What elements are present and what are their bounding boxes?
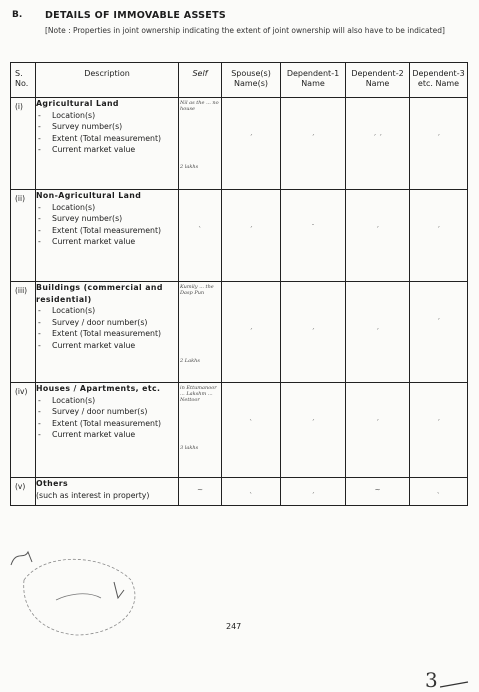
handwritten-value: 3 lakhs: [180, 445, 199, 451]
list-item: - Survey / door number(s): [36, 317, 178, 329]
header-sno: S. No.: [11, 63, 36, 98]
spouse-cell: [222, 383, 281, 478]
self-cell: [179, 383, 222, 478]
header-dependent-1: Dependent-1 Name: [281, 63, 346, 98]
list-item: - Location(s): [36, 202, 178, 214]
handwritten-value: 2 Lakhs: [180, 358, 200, 364]
spouse-cell: [222, 98, 281, 190]
table-row: [11, 98, 468, 190]
dependent-2-cell: [346, 383, 410, 478]
table-row: [11, 190, 468, 282]
spouse-cell: [222, 282, 281, 383]
dependent-2-cell: [346, 98, 410, 190]
row-description: [36, 98, 179, 190]
row-subtitle: (such as interest in property): [36, 490, 150, 500]
handwritten-note: in Ettumanoor ... Lakshm ... Nettoor: [180, 385, 217, 403]
dash-mark: ~: [374, 486, 381, 494]
list-item: - Current market value: [36, 340, 178, 352]
dependent-2-cell: [346, 478, 410, 506]
dash-mark: ˏ: [311, 128, 315, 136]
list-item: - Survey number(s): [36, 121, 178, 133]
handwritten-value: 2 lakhs: [180, 164, 199, 170]
list-item: - Current market value: [36, 236, 178, 248]
self-cell: [179, 98, 222, 190]
self-cell: [179, 190, 222, 282]
table-header-row: [11, 63, 468, 98]
spouse-cell: [222, 190, 281, 282]
dependent-2-cell: [346, 190, 410, 282]
dash-mark: ˎ: [249, 486, 253, 494]
dependent-3-cell: [410, 478, 468, 506]
dash-mark: ˏ: [375, 322, 380, 330]
row-sno: (ii): [15, 194, 26, 203]
row-sno: (iv): [15, 387, 28, 396]
list-item: - Survey number(s): [36, 213, 178, 225]
row-sno: (iii): [15, 286, 28, 295]
list-item: - Extent (Total measurement): [36, 133, 178, 145]
dependent-3-cell: [410, 282, 468, 383]
dependent-3-cell: [410, 190, 468, 282]
row-sno: (v): [15, 482, 26, 491]
dash-mark: ˏ: [311, 413, 315, 421]
self-cell: [179, 478, 222, 506]
dependent-1-cell: [281, 282, 346, 383]
row-title: Houses / Apartments, etc.: [36, 384, 161, 393]
row-title: Non-Agricultural Land: [36, 191, 142, 200]
row-description: [36, 383, 179, 478]
handwritten-note: Kumily ... the Dasp Pun: [180, 284, 214, 296]
dash-mark: ˏ: [436, 128, 441, 136]
signature-underline: [440, 680, 470, 690]
list-item: - Current market value: [36, 144, 178, 156]
dependent-3-cell: [410, 98, 468, 190]
dash-mark: ˗: [311, 220, 315, 228]
dependent-1-cell: [281, 98, 346, 190]
dash-mark: ˏ: [375, 220, 380, 228]
section-note: [Note : Properties in joint ownership indicating the extent of joint ownership will also have to be indicated]: [45, 26, 445, 35]
dash-mark: ˏ: [249, 128, 253, 136]
header-dependent-3: Dependent-3 etc. Name: [410, 63, 468, 98]
row-description: [36, 478, 179, 506]
list-item: - Extent (Total measurement): [36, 225, 178, 237]
dash-mark: ˎ: [198, 220, 202, 228]
dash-mark: ˏ: [311, 486, 315, 494]
dash-mark: ˏ ˏ: [372, 128, 383, 136]
dependent-1-cell: [281, 478, 346, 506]
immovable-assets-table: [10, 62, 468, 506]
dash-mark: ˏ: [249, 322, 253, 330]
section-title: DETAILS OF IMMOVABLE ASSETS: [45, 10, 227, 21]
dependent-3-cell: [410, 383, 468, 478]
dash-mark: ˏ: [436, 312, 441, 320]
dash-mark: ~: [197, 486, 203, 494]
list-item: - Extent (Total measurement): [36, 328, 178, 340]
faded-stamp: [6, 540, 146, 640]
row-title: Buildings (commercial and residential): [36, 283, 163, 304]
dependent-2-cell: [346, 282, 410, 383]
row-sno: (i): [15, 102, 23, 111]
header-spouse: Spouse(s) Name(s): [222, 63, 281, 98]
row-description: [36, 190, 179, 282]
page-number: 247: [226, 622, 242, 631]
row-title: Agricultural Land: [36, 99, 119, 108]
list-item: - Extent (Total measurement): [36, 418, 178, 430]
dependent-1-cell: [281, 190, 346, 282]
table-row: [11, 383, 468, 478]
handwritten-page-mark: 3: [425, 668, 438, 692]
list-item: - Location(s): [36, 110, 178, 122]
spouse-cell: [222, 478, 281, 506]
dash-mark: ˏ: [436, 220, 441, 228]
list-item: - Location(s): [36, 395, 178, 407]
row-title: Others: [36, 479, 69, 488]
list-item: - Location(s): [36, 305, 178, 317]
header-description: Description: [36, 63, 179, 98]
handwritten-note: Nil as the ... no house: [180, 100, 219, 112]
dash-mark: ˏ: [311, 322, 315, 330]
dash-mark: ˏ: [375, 413, 380, 421]
dash-mark: ˏ: [436, 413, 441, 421]
dependent-1-cell: [281, 383, 346, 478]
self-cell: [179, 282, 222, 383]
dash-mark: ˏ: [249, 220, 253, 228]
section-letter: B.: [12, 10, 23, 20]
list-item: - Survey / door number(s): [36, 406, 178, 418]
list-item: - Current market value: [36, 429, 178, 441]
header-self: Self: [179, 63, 222, 98]
table-row: [11, 478, 468, 506]
dash-mark: ˎ: [249, 413, 253, 421]
row-description: [36, 282, 179, 383]
dash-mark: ˎ: [436, 486, 441, 494]
table-row: [11, 282, 468, 383]
header-dependent-2: Dependent-2 Name: [346, 63, 410, 98]
